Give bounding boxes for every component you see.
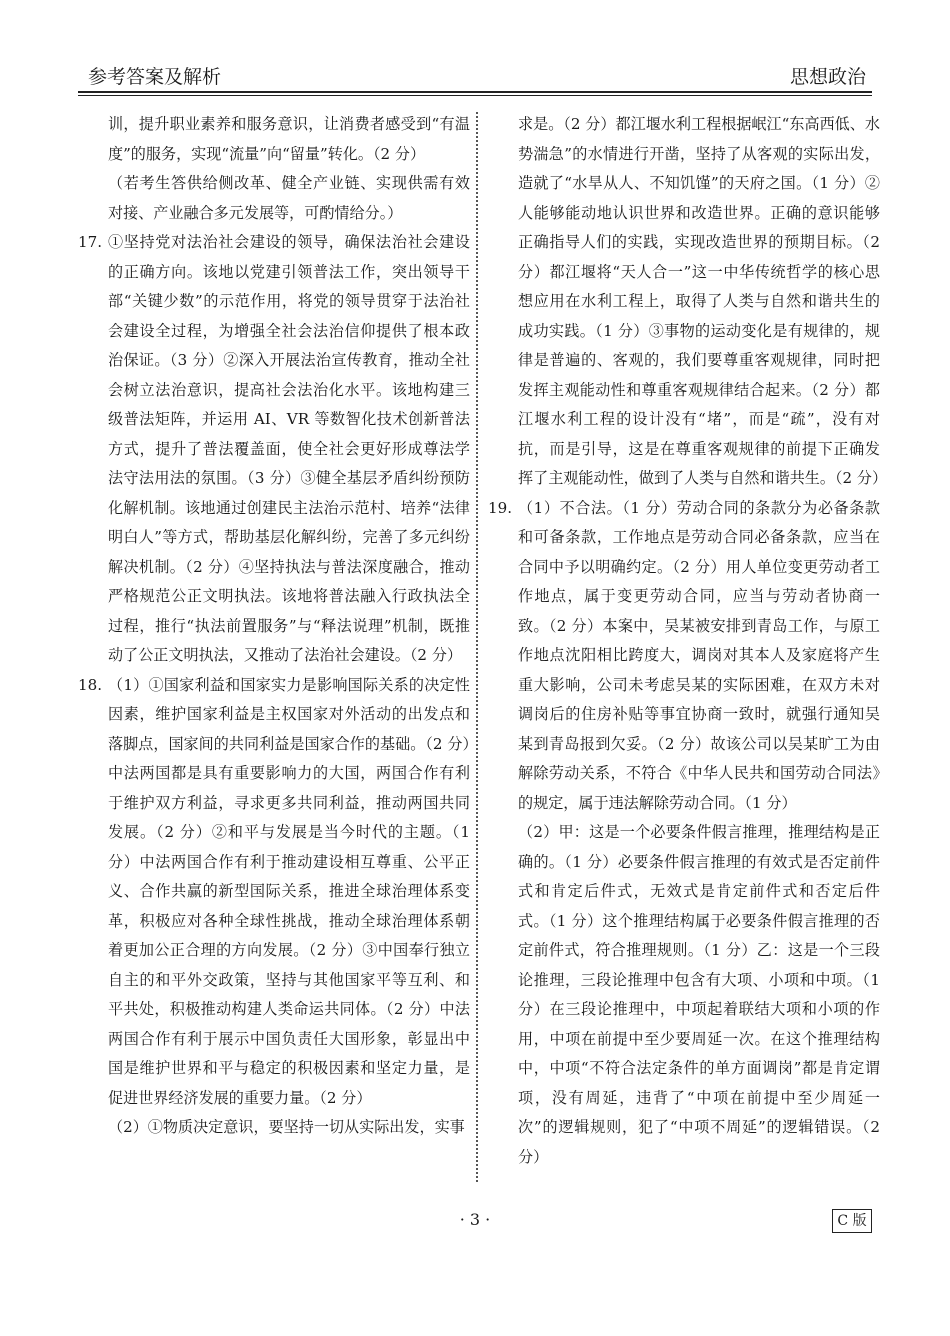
column-divider [476, 112, 478, 1182]
left-column [78, 110, 470, 1143]
header-rule-thick [78, 91, 872, 93]
right-column [488, 110, 888, 1172]
header-rule-thin [78, 95, 872, 96]
q19-part2: （2）甲：这是一个必要条件假言推理，推理结构是正确的。（1 分）必要条件假言推理的有效式是否定前件式和肯定后件式，无效式是肯定前件式和否定后件式。（1 分）这个推理结构属于必要条件假言推理的否定前件式，符合推理规则。（1 分）乙：这是一个三段论推理，三段论推理中包含有大项、小项和中项。（1 分）在三段论推理中，中项起着联结大项和小项的作用，中项在前提中至少要周延一次。在这个推理结构中，中项“不符合法定条件的单方面调岗”都是肯定谓项，没有周延，违背了“中项在前提中至少周延一次”的逻辑规则，犯了“中项不周延”的逻辑错误。（2 分） [518, 823, 880, 1166]
q18-part2-continuation: 求是。（2 分）都江堰水利工程根据岷江“东高西低、水势湍急”的水情进行开凿，坚持了从客观的实际出发，造就了“水旱从人、不知饥馑”的天府之国。（1 分）②人能够能动地认识世界和改造世界。正确的意识能够正确指导人们的实践，实现改造世界的预期目标。（2 分）都江堰将“天人合一”这一中华传统哲学的核心思想应用在水利工程上，取得了人类与自然和谐共生的成功实践。（1 分）③事物的运动变化是有规律的，规律是普遍的、客观的，我们要尊重客观规律，同时把发挥主观能动性和尊重客观规律结合起来。（2 分）都江堰水利工程的设计没有“堵”，而是“疏”，没有对抗，而是引导，这是在尊重客观规律的前提下正确发挥了主观能动性，做到了人类与自然和谐共生。（2 分） [518, 115, 888, 487]
page-number: · 3 · [459, 1210, 491, 1229]
q19-number: 19. [488, 498, 513, 517]
q16-continuation: 训，提升职业素养和服务意识，让消费者感受到“有温度”的服务，实现“流量”向“留量”转化。（2 分） [108, 115, 470, 163]
q17-number: 17. [78, 233, 103, 251]
page-header [78, 58, 872, 92]
q18-answer [78, 671, 470, 1114]
q18-part2-start: （2）①物质决定意识，要坚持一切从实际出发，实事 [108, 1118, 465, 1136]
q18-text: （1）①国家利益和国家实力是影响国际关系的决定性因素，维护国家利益是主权国家对外活动的出发点和落脚点，国家间的共同利益是国家合作的基础。（2 分）中法两国都是具有重要影响力的大国，两国合作有利于维护双方利益，寻求更多共同利益，推动两国共同发展。（2 分）②和平与发展是当今时代的主题。（1 分）中法两国合作有利于推动建设相互尊重、公平正义、合作共赢的新型国际关系，推进全球治理体系变革，积极应对各种全球性挑战，推动全球治理体系朝着更加公正合理的方向发展。（2 分）③中国奉行独立自主的和平外交政策，坚持与其他国家平等互利、和平共处，积极推动构建人类命运共同体。（2 分）中法两国合作有利于展示中国负责任大国形象，彰显出中国是维护世界和平与稳定的积极因素和坚定力量，是促进世界经济发展的重要力量。（2 分） [108, 675, 470, 1107]
q17-text: ①坚持党对法治社会建设的领导，确保法治社会建设的正确方向。该地以党建引领普法工作，突出领导干部“关键少数”的示范作用，将党的领导贯穿于法治社会建设全过程，为增强全社会法治信仰提供了根本政治保证。（3 分）②深入开展法治宣传教育，推动全社会树立法治意识，提高社会法治化水平。该地构建三级普法矩阵，并运用 AI、VR 等数智化技术创新普法方式，提升了普法覆盖面，使全社会更好形成尊法学法守法用法的氛围。（3 分）③健全基层矛盾纠纷预防化解机制。该地通过创建民主法治示范村、培养“法律明白人”等方式，帮助基层化解纠纷，完善了多元纠纷解决机制。（2 分）④坚持执法与普法深度融合，推动严格规范公正文明执法。该地将普法融入行政执法全过程，推行“执法前置服务”与“释法说理”机制，既推动了公正文明执法，又推动了法治社会建设。（2 分） [108, 233, 470, 664]
q16-note: （若考生答供给侧改革、健全产业链、实现供需有效对接、产业融合多元发展等，可酌情给分。） [108, 174, 470, 222]
header-subject: 思想政治 [789, 66, 866, 88]
q18-number: 18. [78, 675, 103, 694]
q17-answer [78, 228, 470, 671]
q19-text: （1）不合法。（1 分）劳动合同的条款分为必备条款和可备条款，工作地点是劳动合同必备条款，应当在合同中予以明确约定。（2 分）用人单位变更劳动者工作地点，属于变更劳动合同，应当与劳动者协商一致。（2 分）本案中，吴某被安排到青岛工作，与原工作地点沈阳相比跨度大，调岗对其本人及家庭将产生重大影响，公司未考虑吴某的实际困难，在双方未对调岗后的住房补贴等事宜协商一致时，就强行通知吴某到青岛报到欠妥。（2 分）故该公司以吴某旷工为由解除劳动关系，不符合《中华人民共和国劳动合同法》的规定，属于违法解除劳动合同。（1 分） [518, 498, 880, 812]
q19-answer [488, 494, 880, 819]
edition-badge: C 版 [832, 1209, 872, 1233]
header-left-title: 参考答案及解析 [88, 66, 222, 88]
